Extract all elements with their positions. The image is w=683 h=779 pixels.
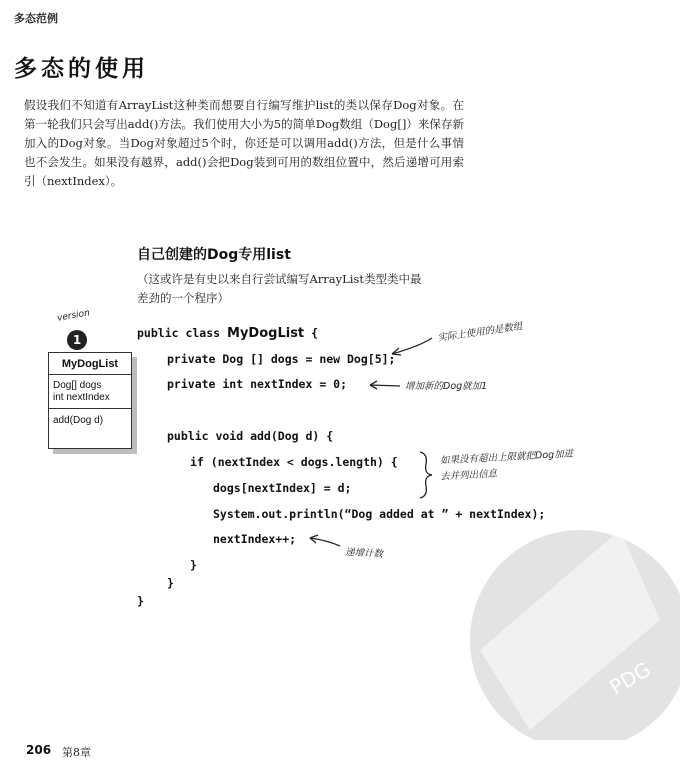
uml-field: int nextIndex bbox=[53, 392, 110, 403]
arrow-next-index bbox=[370, 385, 400, 386]
version-number-badge: 1 bbox=[67, 330, 87, 350]
uml-class-name: MyDogList bbox=[49, 353, 131, 375]
uml-method: add(Dog d) bbox=[53, 415, 104, 426]
chapter-label: 第8章 bbox=[62, 746, 91, 759]
page-number: 206 bbox=[26, 743, 52, 757]
running-head: 多态范例 bbox=[14, 12, 58, 25]
version-label: version bbox=[56, 308, 91, 324]
annotation-bounds-1: 如果没有超出上限就把Dog加进 bbox=[439, 448, 574, 467]
intro-paragraph: 假设我们不知道有ArrayList这种类而想要自行编写维护list的类以保存Dog对象。在第一轮我们只会写出add()方法。我们使用大小为5的简单Dog数组（Dog[]）来保存新加入的Dog对象。当Dog对象超过5个时，你还是可以调用add()方法，但是什么事情也不会发生。如果没有越界，add()会把Dog装到可用的数组位置中，然后递增可用索引（nextIndex）。 bbox=[24, 98, 464, 188]
code-line-close-method: } bbox=[167, 576, 174, 590]
code-line-increment: nextIndex++; bbox=[213, 532, 297, 546]
code-brace: { bbox=[304, 326, 319, 340]
annotation-counter: 递增计数 bbox=[344, 547, 384, 560]
annotation-bounds-2: 去并列出信息 bbox=[439, 468, 498, 483]
code-line-dogs-array: private Dog [] dogs = new Dog[5]; bbox=[167, 352, 396, 366]
code-line-close-if: } bbox=[190, 558, 197, 572]
brace-if-block bbox=[420, 452, 432, 498]
arrow-array bbox=[392, 338, 432, 354]
code-line-if: if (nextIndex < dogs.length) { bbox=[190, 455, 398, 469]
annotation-array: 实际上使用的是数组 bbox=[436, 321, 524, 344]
code-class-name: MyDogList bbox=[227, 326, 305, 341]
annotation-increment-on-add: 增加新的Dog就加1 bbox=[405, 381, 488, 392]
code-keyword: public class bbox=[137, 326, 228, 340]
section-title: 多态的使用 bbox=[14, 56, 149, 82]
code-line-assign: dogs[nextIndex] = d; bbox=[213, 481, 352, 495]
code-line-println: System.out.println(“Dog added at ” + nextIndex); bbox=[213, 507, 546, 521]
library-stamp-watermark bbox=[440, 500, 680, 740]
uml-field: Dog[] dogs bbox=[53, 380, 102, 391]
code-line-close-class: } bbox=[137, 594, 144, 608]
svg-text:PDG: PDG bbox=[605, 657, 655, 700]
list-title: 自己创建的Dog专用list bbox=[137, 247, 291, 263]
list-subtitle: （这或许是有史以来自行尝试编写ArrayList类型类中最差劲的一个程序） bbox=[137, 272, 422, 305]
code-line-next-index: private int nextIndex = 0; bbox=[167, 377, 348, 391]
code-line-add-method: public void add(Dog d) { bbox=[167, 429, 334, 443]
